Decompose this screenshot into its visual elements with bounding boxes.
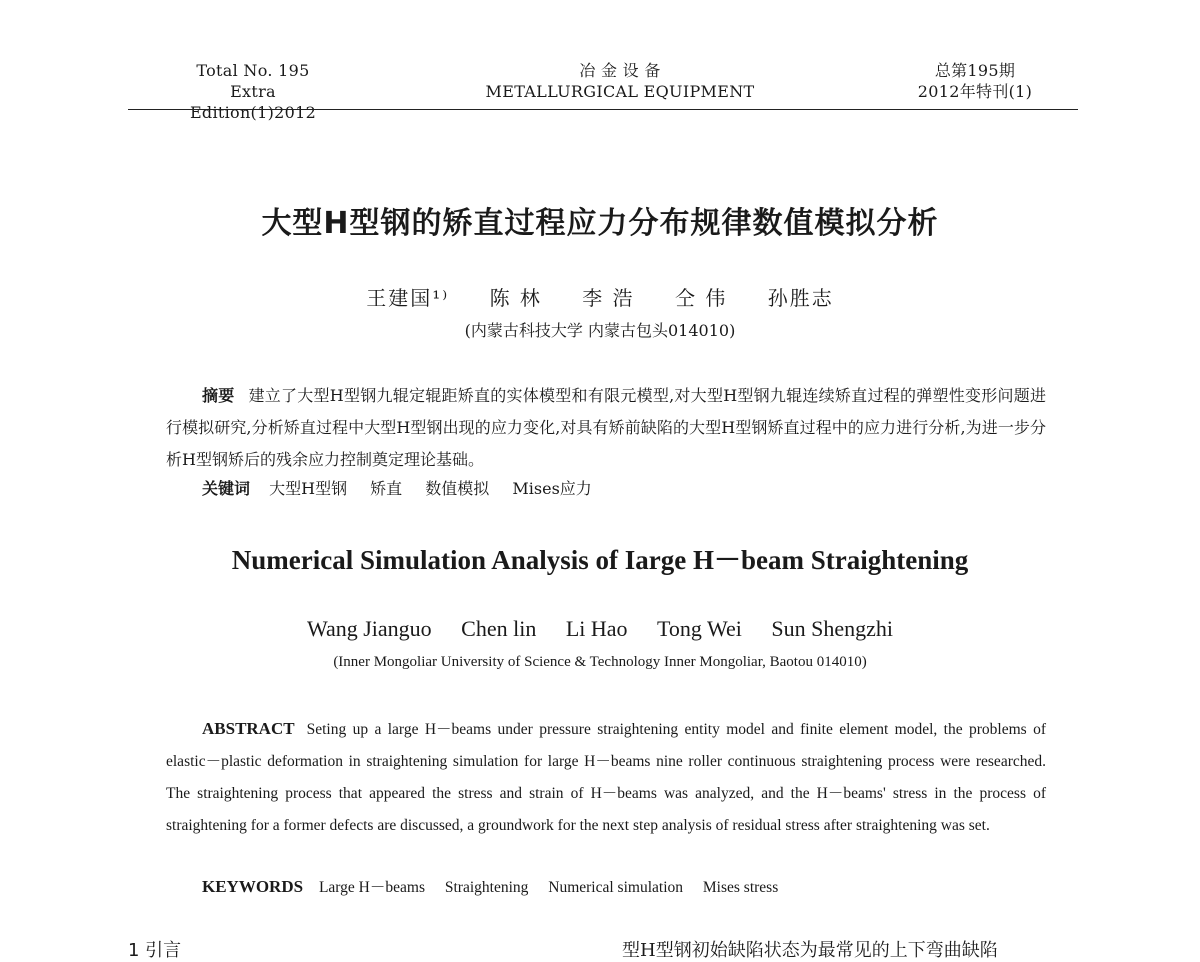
header-rule [128, 109, 1078, 110]
abstract-en [166, 713, 1046, 842]
keywords-en [202, 875, 794, 897]
keywords-cn [202, 476, 610, 499]
keyword-en: Straightening [444, 879, 529, 896]
author-en: Li Hao [565, 616, 628, 641]
keyword-cn: 矫直 [370, 479, 403, 498]
author-en: Chen lin [461, 616, 537, 641]
header-journal-en: METALLURGICAL EQUIPMENT [485, 82, 755, 101]
paper-title-cn: 大型H型钢的矫直过程应力分布规律数值模拟分析 [261, 206, 939, 241]
author-cn: 陈 林 [489, 286, 542, 310]
abstract-label-en: ABSTRACT [202, 719, 295, 738]
affiliation-cn: (内蒙古科技大学 内蒙古包头014010) [464, 321, 736, 340]
keyword-en: Large H－beams [318, 879, 425, 896]
header-total-no: Total No. 195 [196, 61, 310, 80]
paper-title-en: Numerical Simulation Analysis of Iarge H－beam Straightening [231, 545, 969, 575]
header-extra-edition: Extra Edition(1)2012 [189, 82, 317, 122]
abstract-label-cn: 摘要 [202, 386, 235, 405]
header-journal-name [480, 60, 760, 102]
keywords-label-en: KEYWORDS [202, 877, 304, 896]
keyword-en: Numerical simulation [548, 879, 683, 896]
authors-cn [300, 282, 900, 311]
abstract-text-en: Seting up a large H－beams under pressure straightening entity model and finite element model, the problems of elastic－plastic deformation in straightening simulation for large H－beams nine roller continuous straightening process were researched. The straightening process that appeared the stress and strain of H－beams was analyzed, and the H－beams' stress in the process of straightening for a former defects are discussed, a groundwork for the next step analysis of residual stress after straightening was set. [166, 721, 1046, 834]
abstract-text-cn: 建立了大型H型钢九辊定辊距矫直的实体模型和有限元模型,对大型H型钢九辊连续矫直过程的弹塑性变形问题进行模拟研究,分析矫直过程中大型H型钢出现的应力变化,对具有矫前缺陷的大型H型钢矫直过程中的应力进行分析,为进一步分析H型钢矫后的残余应力控制奠定理论基础。 [166, 386, 1046, 469]
author-cn: 孙胜志 [767, 286, 834, 310]
section-heading-intro: 1 引言 [128, 940, 182, 961]
abstract-cn [166, 380, 1046, 476]
header-special-cn: 2012年特刊(1) [917, 82, 1033, 101]
author-cn: 李 浩 [582, 286, 635, 310]
keyword-cn: 数值模拟 [425, 479, 490, 498]
author-en: Sun Shengzhi [771, 616, 894, 641]
header-journal-issue [172, 60, 334, 123]
author-cn: 仝 伟 [675, 286, 728, 310]
author-en: Wang Jianguo [306, 616, 432, 641]
body-text-fragment: 型H型钢初始缺陷状态为最常见的上下弯曲缺陷 [622, 940, 998, 961]
keywords-label-cn: 关键词 [202, 479, 251, 498]
header-total-cn: 总第195期 [934, 61, 1016, 80]
keyword-cn: 大型H型钢 [269, 479, 348, 498]
author-en: Tong Wei [657, 616, 742, 641]
author-cn: 王建国¹⁾ [366, 286, 450, 310]
keyword-en: Mises stress [702, 879, 779, 896]
affiliation-en: (Inner Mongoliar University of Science & Technology Inner Mongoliar, Baotou 014010) [333, 654, 867, 670]
authors-en [200, 616, 1000, 642]
header-journal-cn: 冶 金 设 备 [579, 61, 661, 80]
header-issue-cn [900, 60, 1050, 102]
keyword-cn: Mises应力 [512, 479, 592, 498]
